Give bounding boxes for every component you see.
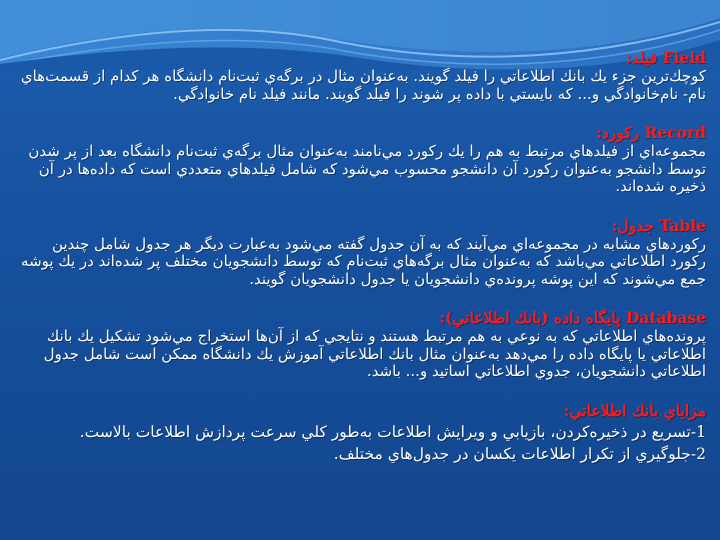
heading-fa: جدول:	[611, 215, 654, 235]
section-heading	[14, 48, 706, 68]
section-body: پرونده‌هاي اطلاعاتي كه به نوعي به هم مرتبط هستند و نتايجي كه از آن‌ها استخراج مي‌شود تشكيل يك بانك اطلاعاتي يا پايگاه داده را مي‌دهد به‌عنوان مثال بانك اطلاعاتي آموزش يك دانشگاه ممكن است شامل جدول اطلاعاتي دانشجويان، جدوي اطلاعاتي اساتيد و... باشد.	[43, 327, 706, 380]
heading-en: Table	[659, 215, 706, 235]
heading-en: Database	[625, 308, 706, 327]
advantage-item: 2-جلوگيري از تكرار اطلاعات يكسان در جدول‌هاي مختلف.	[333, 444, 706, 463]
section-database	[14, 308, 706, 381]
section-body: كوچك‌ترين جزء يك بانك اطلاعاتي را فيلد گويند. به‌عنوان مثال در برگه‌ي ثبت‌نام دانشگاه هر كدام از قسمت‌هاي نام- نام‌خانوادگي و... كه بايستي با داده پر شوند را فيلد گويند. مانند فيلد نام خانوادگي.	[20, 67, 706, 103]
section-heading	[14, 308, 706, 328]
section-record	[14, 123, 706, 196]
advantages-heading: مزاياي بانك اطلاعاتي:	[563, 400, 706, 420]
heading-en: Field	[662, 48, 706, 67]
heading-fa: ركورد:	[596, 123, 640, 142]
section-advantages	[14, 401, 706, 465]
heading-fa: پايگاه داده (بانك اطلاعاتي):	[439, 308, 621, 327]
heading-en: Record	[644, 123, 706, 142]
section-table	[14, 216, 706, 289]
section-heading	[14, 123, 706, 143]
section-body: ركوردهاي مشابه در مجموعه‌اي مي‌آيند كه به آن جدول گفته مي‌شود به‌عبارت ديگر هر جدول شامل چندين ركورد اطلاعاتي مي‌باشد كه به‌عنوان مثال برگه‌هاي ثبت‌نام كه توسط دانشجويان مختلف پر شده‌اند در يك پوشه جمع مي‌شوند كه اين پوشه پرونده‌ي دانشجويان يا جدول دانشجويان گويند.	[21, 234, 706, 288]
section-heading	[14, 216, 706, 236]
heading-fa: فيلد:	[626, 48, 658, 67]
section-field	[14, 48, 706, 103]
slide-content	[14, 48, 706, 485]
section-body: مجموعه‌اي از فيلدهاي مرتبط به هم را يك ركورد مي‌نامند به‌عنوان مثال برگه‌ي ثبت‌نام دانشگاه بعد از پر شدن توسط دانشجو به‌عنوان ركورد آن دانشجو محسوب مي‌شود كه شامل فيلدهاي متعددي است كه داده‌ها در آن ذخيره شده‌اند.	[28, 142, 706, 195]
advantage-item: 1-تسريع در ذخيره‌كردن، بازيابي و ويرايش اطلاعات به‌طور كلي سرعت پردازش اطلاعات بالاست.	[79, 422, 706, 441]
